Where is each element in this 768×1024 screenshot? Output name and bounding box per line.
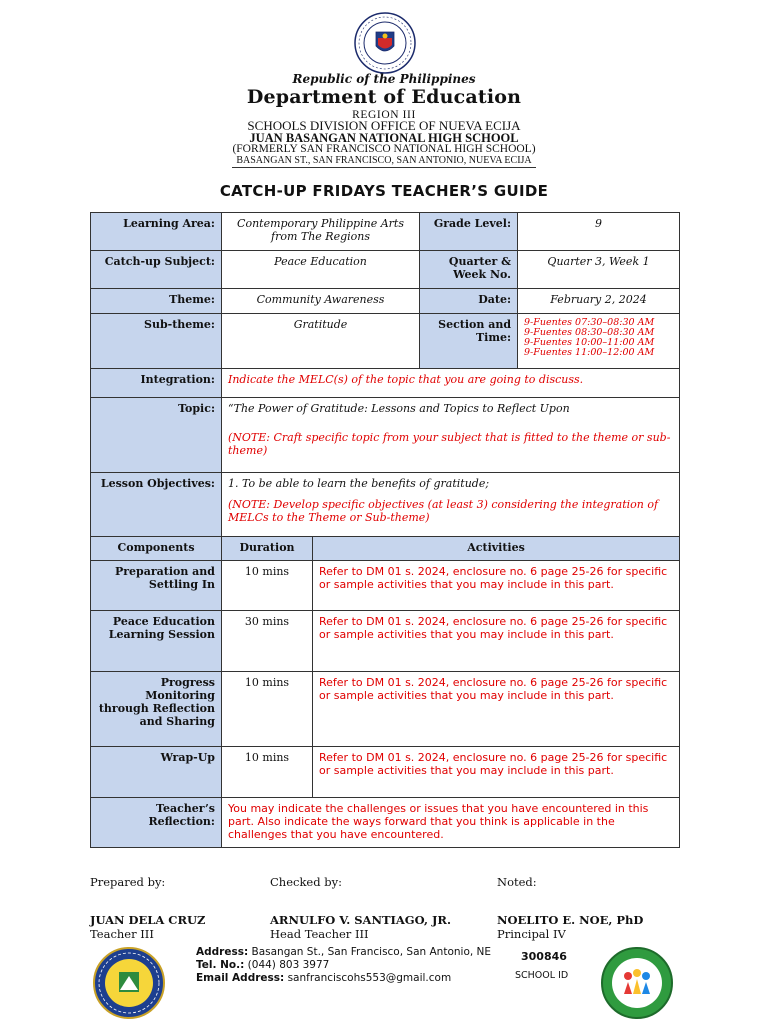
date-value: February 2, 2024 — [518, 289, 680, 314]
date-label: Date: — [420, 289, 518, 314]
subject-value: Peace Education — [222, 251, 420, 289]
checked-title: Head Teacher III — [270, 927, 369, 941]
activities-column-header: Activities — [313, 537, 680, 561]
child-friendly-school-logo — [600, 946, 674, 1020]
component-name: Wrap-Up — [91, 747, 222, 798]
learning-area-label: Learning Area: — [91, 213, 222, 251]
topic-note: (NOTE: Craft specific topic from your subject that is fitted to the theme or sub-theme) — [228, 431, 671, 457]
component-duration: 10 mins — [222, 561, 313, 611]
quarter-value: Quarter 3, Week 1 — [518, 251, 680, 289]
section-time-item: 9-Fuentes 07:30–08:30 AM — [524, 317, 655, 328]
footer-email-value: sanfranciscohs553@gmail.com — [287, 972, 452, 984]
quarter-label: Quarter & Week No. — [420, 251, 518, 289]
integration-value: Indicate the MELC(s) of the topic that you are going to discuss. — [222, 369, 680, 398]
footer-tel-label: Tel. No.: — [196, 959, 245, 971]
prepared-name: JUAN DELA CRUZ — [90, 913, 206, 927]
components-header-row — [91, 537, 680, 561]
footer-email-label: Email Address: — [196, 972, 285, 984]
section-time-list — [518, 314, 680, 369]
former-school-name: (FORMERLY SAN FRANCISCO NATIONAL HIGH SCHOOL) — [232, 143, 536, 155]
theme-value: Community Awareness — [222, 289, 420, 314]
component-activity: Refer to DM 01 s. 2024, enclosure no. 6 page 25-26 for specific or sample activities that you may include in this part. — [313, 747, 680, 798]
info-row-subject — [91, 251, 680, 289]
document-title: CATCH-UP FRIDAYS TEACHER’S GUIDE — [219, 182, 549, 200]
subject-label: Catch-up Subject: — [91, 251, 222, 289]
component-name: Preparation and Settling In — [91, 561, 222, 611]
objectives-cell — [222, 473, 680, 537]
section-time-label: Section and Time: — [420, 314, 518, 369]
subtheme-value: Gratitude — [222, 314, 420, 369]
learning-area-value: Contemporary Philippine Arts from The Regions — [222, 213, 420, 251]
noted-signatory — [497, 913, 643, 941]
footer-tel — [196, 959, 329, 971]
component-activity: Refer to DM 01 s. 2024, enclosure no. 6 page 25-26 for specific or sample activities that you may include in this part. — [313, 611, 680, 672]
reflection-value: You may indicate the challenges or issues that you have encountered in this part. Also indicate the ways forward that you think is applicable in the challenges that you have encountered. — [222, 798, 680, 848]
component-duration: 10 mins — [222, 747, 313, 798]
grade-level-label: Grade Level: — [420, 213, 518, 251]
deped-seal-logo — [354, 12, 416, 74]
noted-label: Noted: — [497, 875, 537, 889]
component-activity: Refer to DM 01 s. 2024, enclosure no. 6 page 25-26 for specific or sample activities that you may include in this part. — [313, 672, 680, 747]
checked-by-label: Checked by: — [270, 875, 342, 889]
reflection-row — [91, 798, 680, 848]
department-heading: Department of Education — [246, 86, 522, 108]
component-duration: 10 mins — [222, 672, 313, 747]
component-name: Progress Monitoring through Reflection and Sharing — [91, 672, 222, 747]
info-row-learning-area — [91, 213, 680, 251]
info-row-objectives — [91, 473, 680, 537]
component-row — [91, 672, 680, 747]
footer-address-value: Basangan St., San Francisco, San Antonio, NE — [251, 946, 492, 958]
grade-level-value: 9 — [518, 213, 680, 251]
components-column-header: Components — [91, 537, 222, 561]
duration-column-header: Duration — [222, 537, 313, 561]
school-name: JUAN BASANGAN NATIONAL HIGH SCHOOL — [249, 131, 519, 145]
section-time-item: 9-Fuentes 11:00–12:00 AM — [524, 347, 655, 358]
footer-tel-value: (044) 803 3977 — [247, 959, 330, 971]
objectives-note: (NOTE: Develop specific objectives (at least 3) considering the integration of MELCs to the Theme or Sub-theme) — [228, 498, 659, 524]
component-name: Peace Education Learning Session — [91, 611, 222, 672]
school-address: BASANGAN ST., SAN FRANCISCO, SAN ANTONIO, NUEVA ECIJA — [236, 155, 532, 166]
prepared-signatory — [90, 913, 205, 941]
footer-email — [196, 972, 451, 984]
topic-cell — [222, 398, 680, 473]
division-heading: SCHOOLS DIVISION OFFICE OF NUEVA ECIJA — [247, 118, 521, 133]
info-row-subtheme — [91, 314, 680, 369]
republic-heading: Republic of the Philippines — [292, 72, 476, 86]
topic-label: Topic: — [91, 398, 222, 473]
component-row — [91, 611, 680, 672]
topic-value: “The Power of Gratitude: Lessons and Topics to Reflect Upon — [228, 402, 570, 415]
school-logo — [92, 946, 166, 1020]
prepared-by-label: Prepared by: — [90, 875, 166, 889]
info-row-topic — [91, 398, 680, 473]
reflection-label: Teacher’s Reflection: — [91, 798, 222, 848]
prepared-title: Teacher III — [90, 927, 154, 941]
noted-name: NOELITO E. NOE, PhD — [497, 913, 644, 927]
school-id-number: 300846 — [521, 950, 567, 963]
info-row-integration — [91, 369, 680, 398]
checked-name: ARNULFO V. SANTIAGO, JR. — [270, 913, 451, 927]
footer-address-label: Address: — [196, 946, 249, 958]
integration-label: Integration: — [91, 369, 222, 398]
subtheme-label: Sub-theme: — [91, 314, 222, 369]
region-heading: REGION III — [352, 109, 416, 121]
component-row — [91, 561, 680, 611]
objectives-value: 1. To be able to learn the benefits of gratitude; — [228, 477, 490, 490]
section-time-item: 9-Fuentes 10:00–11:00 AM — [524, 337, 655, 348]
teacher-guide-table — [90, 212, 680, 848]
school-id-label: SCHOOL ID — [515, 970, 569, 981]
component-duration: 30 mins — [222, 611, 313, 672]
footer-address — [196, 946, 491, 958]
info-row-theme — [91, 289, 680, 314]
section-time-item: 9-Fuentes 08:30–08:30 AM — [524, 327, 655, 338]
checked-signatory — [270, 913, 451, 941]
component-row — [91, 747, 680, 798]
noted-title: Principal IV — [497, 927, 566, 941]
objectives-label: Lesson Objectives: — [91, 473, 222, 537]
theme-label: Theme: — [91, 289, 222, 314]
component-activity: Refer to DM 01 s. 2024, enclosure no. 6 page 25-26 for specific or sample activities that you may include in this part. — [313, 561, 680, 611]
header-divider — [232, 167, 536, 168]
